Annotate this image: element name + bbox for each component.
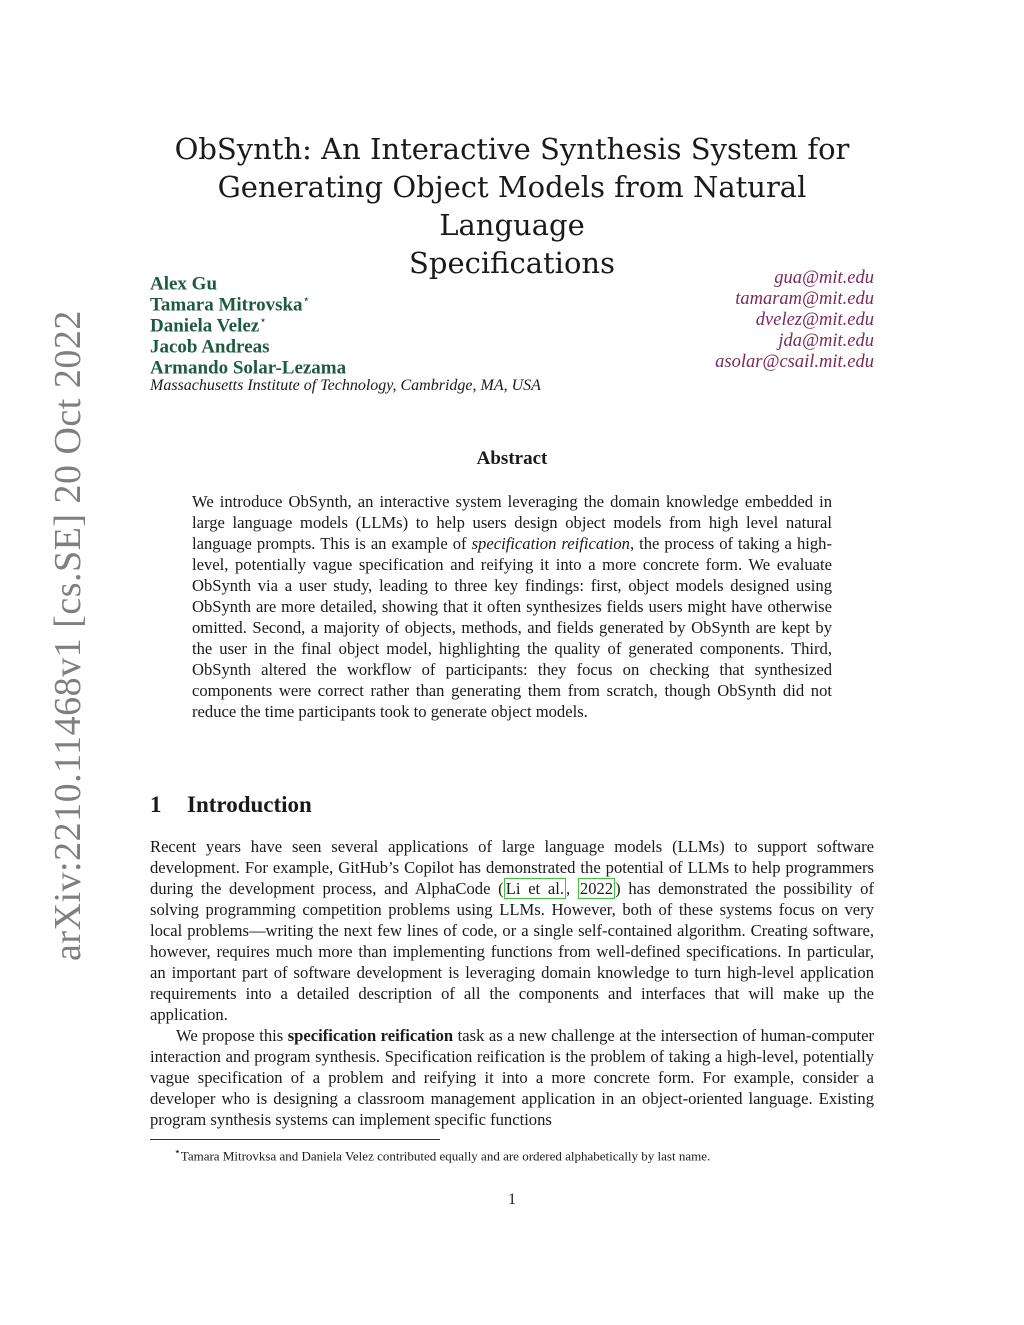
abstract-emphasis: specification reification xyxy=(471,534,630,553)
title-line: ObSynth: An Interactive Synthesis System for xyxy=(174,132,850,166)
footnote: ⋆Tamara Mitrovksa and Daniela Velez contributed equally and are ordered alphabetically by last name. xyxy=(174,1146,711,1164)
citation-link-author[interactable]: Li et al. xyxy=(505,879,565,898)
author-name: Daniela Velez⋆ xyxy=(150,313,267,337)
title-line: Generating Object Models from Natural Language xyxy=(217,170,807,242)
author-name: Tamara Mitrovska⋆ xyxy=(150,292,311,316)
introduction-body xyxy=(150,836,874,1130)
paragraph: Recent years have seen several applications of large language models (LLMs) to support software development. For example, GitHub’s Copilot has demonstrated the potential of LLMs to help programmers during the development process, and AlphaCode ( Li et al. , 2022 ) has demonstrated the possibility of solving programming competition problems using LLMs. However, both of these systems focus on very local problems—writing the next few lines of code, or a single self-contained algorithm. Creating software, however, requires much more than implementing functions from well-defined specifications. In particular, an important part of software development is leveraging domain knowledge to turn high-level application requirements into a detailed description of all the components and interfaces that will make up the application. xyxy=(150,837,874,1024)
title-line: Specifications xyxy=(409,246,615,280)
author-email-link[interactable]: dvelez@mit.edu xyxy=(755,310,874,330)
author-row xyxy=(150,289,874,316)
author-row xyxy=(150,331,874,358)
section-heading-introduction: 1 Introduction xyxy=(150,792,312,817)
abstract-body: We introduce ObSynth, an interactive system leveraging the domain knowledge embedded in large language models (LLMs) to help users design object models from high level natural language prompts. This is an example of specification reification, the process of taking a high-level, potentially vague specification and reifying it into a more concrete form. We evaluate ObSynth via a user study, leading to three key findings: first, object models designed using ObSynth are more detailed, showing that it often synthesizes fields users might have otherwise omitted. Second, a majority of objects, methods, and fields generated by ObSynth are kept by the user in the final object model, highlighting the quality of generated components. Third, ObSynth altered the workflow of participants: they focus on checking that synthesized components were correct rather than generating them from scratch, though ObSynth did not reduce the time participants took to generate object models. xyxy=(192,492,832,721)
bold-term: specification reification xyxy=(287,1026,454,1045)
abstract-heading: Abstract xyxy=(476,448,548,469)
arxiv-identifier-stamp: arXiv:2210.11468v1 [cs.SE] 20 Oct 2022 xyxy=(47,310,89,961)
footnote-divider xyxy=(150,1139,440,1140)
author-row xyxy=(150,352,874,379)
author-email-link[interactable]: gua@mit.edu xyxy=(774,268,874,288)
author-block xyxy=(150,268,874,396)
author-row xyxy=(150,310,874,337)
paragraph: We propose this specification reification task as a new challenge at the intersection of human-computer interaction and program synthesis. Specification reification is the problem of taking a high-level, potentially vague specification of a problem and reifying it into a more concrete form. For example, consider a developer who is designing a classroom management application in an object-oriented language. Existing program synthesis systems can implement specific functions xyxy=(150,1026,875,1129)
affiliation: Massachusetts Institute of Technology, Cambridge, MA, USA xyxy=(150,377,541,394)
citation-link-year[interactable]: 2022 xyxy=(579,879,614,898)
author-name: Armando Solar-Lezama xyxy=(150,357,347,379)
author-email-link[interactable]: asolar@csail.mit.edu xyxy=(715,352,874,372)
paper-title xyxy=(150,130,874,282)
author-email-link[interactable]: jda@mit.edu xyxy=(778,331,874,351)
author-row xyxy=(150,268,874,295)
page-number: 1 xyxy=(508,1191,516,1208)
author-name: Alex Gu xyxy=(150,273,218,295)
author-email-link[interactable]: tamaram@mit.edu xyxy=(735,289,874,309)
author-name: Jacob Andreas xyxy=(150,336,270,358)
